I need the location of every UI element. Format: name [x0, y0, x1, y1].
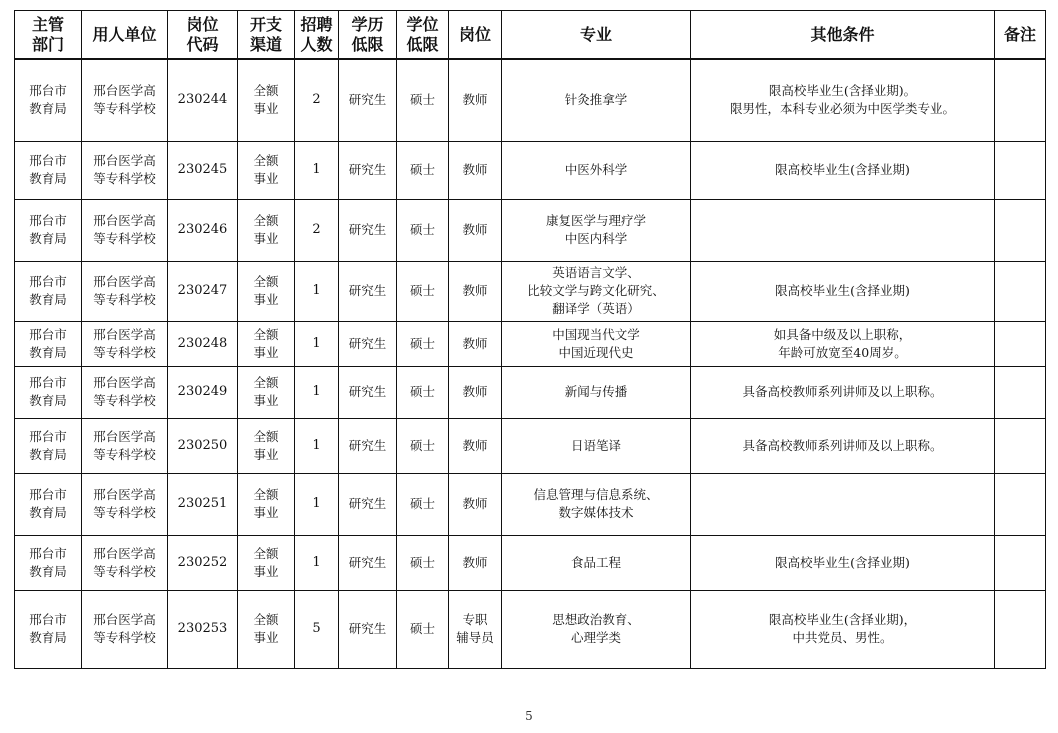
cell-line: 邢台市 — [29, 612, 67, 627]
cell-major — [502, 261, 691, 321]
cell-line: 邢台医学高 — [93, 153, 156, 168]
cell-line: 针灸推拿学 — [564, 92, 628, 108]
table-row — [15, 366, 1046, 418]
cell-line: 年龄可放宽至40周岁。 — [778, 344, 907, 360]
cell-line: 教育局 — [29, 393, 67, 408]
cell-other — [691, 321, 995, 366]
cell-line: 中国近现代史 — [558, 344, 634, 360]
cell-line: 教育局 — [29, 292, 67, 307]
cell-line: 事业 — [253, 446, 279, 462]
cell-line: 全额 — [253, 274, 279, 289]
cell-line: 新闻与传播 — [564, 384, 628, 399]
cell-line: 教育局 — [29, 563, 67, 579]
cell-line: 中医外科学 — [564, 162, 628, 177]
cell-other — [691, 366, 995, 418]
cell-line: 专职 — [462, 612, 488, 627]
header-line: 招聘 — [300, 14, 333, 34]
cell-line: 限男性，本科专业必须为中医学类专业。 — [729, 101, 955, 117]
cell-line: 翻译学（英语） — [552, 301, 640, 316]
cell-line: 等专科学校 — [93, 505, 156, 520]
recruitment-table — [14, 10, 1046, 669]
header-line: 学位 — [406, 14, 439, 34]
header-dept — [15, 11, 82, 60]
cell-line: 等专科学校 — [93, 630, 156, 645]
cell-line: 限高校毕业生(含择业期) — [775, 554, 910, 570]
cell-remark — [995, 59, 1046, 141]
cell-edu: 研究生 — [339, 261, 397, 321]
cell-dept — [15, 535, 82, 590]
cell-line: 全额 — [253, 487, 279, 502]
cell-line: 邢台医学高 — [93, 375, 156, 390]
cell-line: 邢台医学高 — [93, 83, 156, 99]
cell-post — [449, 366, 502, 418]
cell-post — [449, 59, 502, 141]
cell-post — [449, 261, 502, 321]
cell-line: 等专科学校 — [93, 292, 156, 307]
cell-other — [691, 590, 995, 668]
cell-dept — [15, 59, 82, 141]
header-line: 专业 — [579, 24, 612, 44]
cell-code: 230251 — [168, 473, 238, 535]
cell-line: 具备高校教师系列讲师及以上职称。 — [742, 437, 943, 453]
cell-line: 事业 — [253, 630, 279, 645]
cell-line: 邢台医学高 — [93, 612, 156, 627]
cell-remark — [995, 535, 1046, 590]
cell-line: 教育局 — [29, 446, 67, 462]
cell-line: 教育局 — [29, 101, 67, 117]
header-other — [691, 11, 995, 60]
cell-line: 等专科学校 — [93, 446, 156, 462]
cell-dept — [15, 141, 82, 199]
cell-line: 教育局 — [29, 505, 67, 520]
cell-line: 教师 — [462, 554, 488, 570]
cell-line: 日语笔译 — [570, 437, 621, 453]
cell-line: 全额 — [253, 545, 279, 561]
cell-code: 230246 — [168, 199, 238, 261]
cell-line: 邢台市 — [29, 274, 67, 289]
cell-channel — [238, 418, 295, 473]
cell-line: 邢台医学高 — [93, 274, 156, 289]
cell-line: 教育局 — [29, 344, 67, 360]
cell-line: 食品工程 — [570, 554, 621, 570]
header-line: 低限 — [351, 34, 384, 54]
cell-remark — [995, 590, 1046, 668]
cell-count: 2 — [295, 59, 339, 141]
cell-other — [691, 199, 995, 261]
table-row — [15, 535, 1046, 590]
cell-count: 1 — [295, 418, 339, 473]
cell-line: 等专科学校 — [93, 101, 156, 117]
header-unit — [82, 11, 168, 60]
header-line: 开支 — [249, 14, 282, 34]
cell-unit — [82, 261, 168, 321]
cell-line: 邢台医学高 — [93, 487, 156, 502]
cell-line: 邢台医学高 — [93, 213, 156, 228]
cell-line: 限高校毕业生(含择业期) — [775, 283, 910, 298]
cell-channel — [238, 535, 295, 590]
header-line: 岗位 — [186, 14, 219, 34]
cell-post — [449, 590, 502, 668]
cell-degree: 硕士 — [397, 199, 449, 261]
cell-line: 教育局 — [29, 171, 67, 186]
cell-code: 230248 — [168, 321, 238, 366]
cell-count: 1 — [295, 535, 339, 590]
cell-line: 邢台市 — [29, 487, 67, 502]
cell-post — [449, 321, 502, 366]
cell-major — [502, 418, 691, 473]
cell-line: 教师 — [462, 437, 488, 453]
table-row — [15, 141, 1046, 199]
cell-edu: 研究生 — [339, 473, 397, 535]
header-line: 渠道 — [249, 34, 282, 54]
cell-line: 限高校毕业生(含择业期)。 — [768, 83, 917, 99]
cell-channel — [238, 141, 295, 199]
cell-channel — [238, 261, 295, 321]
cell-remark — [995, 418, 1046, 473]
cell-line: 邢台市 — [29, 375, 67, 390]
cell-remark — [995, 141, 1046, 199]
cell-degree: 硕士 — [397, 473, 449, 535]
cell-line: 邢台市 — [29, 326, 67, 342]
cell-post — [449, 535, 502, 590]
cell-code: 230247 — [168, 261, 238, 321]
cell-unit — [82, 321, 168, 366]
table-row — [15, 590, 1046, 668]
cell-line: 事业 — [253, 393, 279, 408]
table-row — [15, 473, 1046, 535]
cell-line: 教师 — [462, 222, 488, 237]
cell-line: 邢台市 — [29, 153, 67, 168]
header-line: 代码 — [186, 34, 219, 54]
cell-channel — [238, 59, 295, 141]
header-post — [449, 11, 502, 60]
cell-line: 限高校毕业生(含择业期) — [775, 162, 910, 177]
cell-edu: 研究生 — [339, 418, 397, 473]
cell-line: 康复医学与理疗学 — [545, 213, 646, 228]
cell-count: 1 — [295, 321, 339, 366]
cell-other — [691, 59, 995, 141]
cell-count: 2 — [295, 199, 339, 261]
cell-degree: 硕士 — [397, 59, 449, 141]
cell-line: 比较文学与跨文化研究、 — [527, 283, 665, 298]
cell-remark — [995, 199, 1046, 261]
cell-remark — [995, 321, 1046, 366]
cell-line: 邢台医学高 — [93, 326, 156, 342]
table-row — [15, 261, 1046, 321]
cell-dept — [15, 473, 82, 535]
cell-edu: 研究生 — [339, 590, 397, 668]
cell-unit — [82, 418, 168, 473]
cell-line: 等专科学校 — [93, 393, 156, 408]
header-major — [502, 11, 691, 60]
header-line: 部门 — [31, 34, 64, 54]
header-edu — [339, 11, 397, 60]
cell-remark — [995, 261, 1046, 321]
cell-count: 5 — [295, 590, 339, 668]
header-line: 主管 — [31, 14, 64, 34]
cell-line: 事业 — [253, 101, 279, 117]
header-line: 岗位 — [458, 24, 491, 44]
cell-post — [449, 473, 502, 535]
header-count — [295, 11, 339, 60]
header-line: 其他条件 — [810, 24, 875, 44]
cell-major — [502, 366, 691, 418]
cell-line: 事业 — [253, 171, 279, 186]
cell-line: 等专科学校 — [93, 171, 156, 186]
cell-major — [502, 590, 691, 668]
cell-line: 数字媒体技术 — [558, 505, 634, 520]
cell-edu: 研究生 — [339, 321, 397, 366]
cell-unit — [82, 366, 168, 418]
cell-line: 具备高校教师系列讲师及以上职称。 — [742, 384, 943, 399]
cell-channel — [238, 590, 295, 668]
cell-line: 限高校毕业生(含择业期)， — [768, 612, 917, 627]
cell-major — [502, 535, 691, 590]
cell-major — [502, 321, 691, 366]
cell-line: 事业 — [253, 231, 279, 246]
cell-code: 230250 — [168, 418, 238, 473]
header-row — [15, 11, 1046, 60]
cell-code: 230245 — [168, 141, 238, 199]
cell-line: 邢台医学高 — [93, 428, 156, 444]
cell-edu: 研究生 — [339, 141, 397, 199]
cell-count: 1 — [295, 141, 339, 199]
table-row — [15, 418, 1046, 473]
cell-major — [502, 59, 691, 141]
cell-unit — [82, 199, 168, 261]
cell-major — [502, 473, 691, 535]
cell-degree: 硕士 — [397, 366, 449, 418]
cell-line: 信息管理与信息系统、 — [533, 487, 659, 502]
cell-code: 230252 — [168, 535, 238, 590]
cell-line: 等专科学校 — [93, 344, 156, 360]
cell-line: 全额 — [253, 326, 279, 342]
cell-line: 教师 — [462, 335, 488, 351]
cell-degree: 硕士 — [397, 321, 449, 366]
cell-line: 中国现当代文学 — [552, 326, 640, 342]
cell-major — [502, 141, 691, 199]
cell-count: 1 — [295, 473, 339, 535]
cell-line: 全额 — [253, 83, 279, 99]
cell-edu: 研究生 — [339, 59, 397, 141]
cell-remark — [995, 366, 1046, 418]
cell-dept — [15, 199, 82, 261]
cell-dept — [15, 321, 82, 366]
table-row — [15, 199, 1046, 261]
cell-line: 事业 — [253, 344, 279, 360]
header-line: 低限 — [406, 34, 439, 54]
header-channel — [238, 11, 295, 60]
cell-line: 心理学类 — [570, 630, 621, 645]
cell-line: 邢台市 — [29, 83, 67, 99]
cell-other — [691, 261, 995, 321]
cell-line: 如具备中级及以上职称， — [773, 326, 912, 342]
cell-other — [691, 473, 995, 535]
cell-post — [449, 199, 502, 261]
cell-line: 全额 — [253, 213, 279, 228]
header-degree — [397, 11, 449, 60]
cell-degree: 硕士 — [397, 141, 449, 199]
header-line: 用人单位 — [92, 24, 157, 44]
cell-line: 教育局 — [29, 231, 67, 246]
cell-edu: 研究生 — [339, 199, 397, 261]
cell-channel — [238, 321, 295, 366]
cell-line: 思想政治教育、 — [552, 612, 640, 627]
header-code — [168, 11, 238, 60]
cell-code: 230249 — [168, 366, 238, 418]
table-row — [15, 321, 1046, 366]
cell-post — [449, 418, 502, 473]
cell-line: 全额 — [253, 153, 279, 168]
cell-line: 教师 — [462, 496, 488, 511]
cell-channel — [238, 199, 295, 261]
cell-remark — [995, 473, 1046, 535]
cell-other — [691, 141, 995, 199]
cell-count: 1 — [295, 261, 339, 321]
cell-line: 邢台医学高 — [93, 545, 156, 561]
page-number: 5 — [525, 709, 533, 723]
cell-degree: 硕士 — [397, 535, 449, 590]
cell-code: 230244 — [168, 59, 238, 141]
cell-unit — [82, 473, 168, 535]
cell-line: 教师 — [462, 283, 488, 298]
table-body — [15, 59, 1046, 668]
cell-line: 中共党员、男性。 — [792, 630, 893, 645]
cell-code: 230253 — [168, 590, 238, 668]
cell-line: 全额 — [253, 612, 279, 627]
table-row — [15, 59, 1046, 141]
cell-line: 全额 — [253, 428, 279, 444]
cell-major — [502, 199, 691, 261]
cell-unit — [82, 535, 168, 590]
cell-dept — [15, 418, 82, 473]
cell-unit — [82, 59, 168, 141]
header-line: 学历 — [351, 14, 384, 34]
cell-line: 事业 — [253, 505, 279, 520]
cell-post — [449, 141, 502, 199]
cell-unit — [82, 590, 168, 668]
cell-line: 事业 — [253, 292, 279, 307]
header-remark — [995, 11, 1046, 60]
header-line: 备注 — [1003, 24, 1036, 44]
cell-dept — [15, 261, 82, 321]
cell-line: 教师 — [462, 92, 488, 108]
cell-other — [691, 418, 995, 473]
cell-line: 英语语言文学、 — [552, 265, 640, 280]
cell-line: 等专科学校 — [93, 231, 156, 246]
cell-line: 辅导员 — [456, 630, 494, 645]
cell-line: 邢台市 — [29, 213, 67, 228]
cell-dept — [15, 590, 82, 668]
cell-line: 全额 — [253, 375, 279, 390]
cell-line: 教育局 — [29, 630, 67, 645]
cell-line: 邢台市 — [29, 545, 67, 561]
cell-line: 教师 — [462, 162, 488, 177]
cell-line: 教师 — [462, 384, 488, 399]
cell-line: 事业 — [253, 563, 279, 579]
cell-degree: 硕士 — [397, 261, 449, 321]
cell-count: 1 — [295, 366, 339, 418]
cell-channel — [238, 473, 295, 535]
cell-degree: 硕士 — [397, 590, 449, 668]
cell-dept — [15, 366, 82, 418]
cell-degree: 硕士 — [397, 418, 449, 473]
cell-channel — [238, 366, 295, 418]
cell-edu: 研究生 — [339, 535, 397, 590]
cell-line: 等专科学校 — [93, 563, 156, 579]
cell-edu: 研究生 — [339, 366, 397, 418]
cell-unit — [82, 141, 168, 199]
header-line: 人数 — [300, 34, 333, 54]
cell-line: 邢台市 — [29, 428, 67, 444]
cell-line: 中医内科学 — [564, 231, 628, 246]
cell-other — [691, 535, 995, 590]
